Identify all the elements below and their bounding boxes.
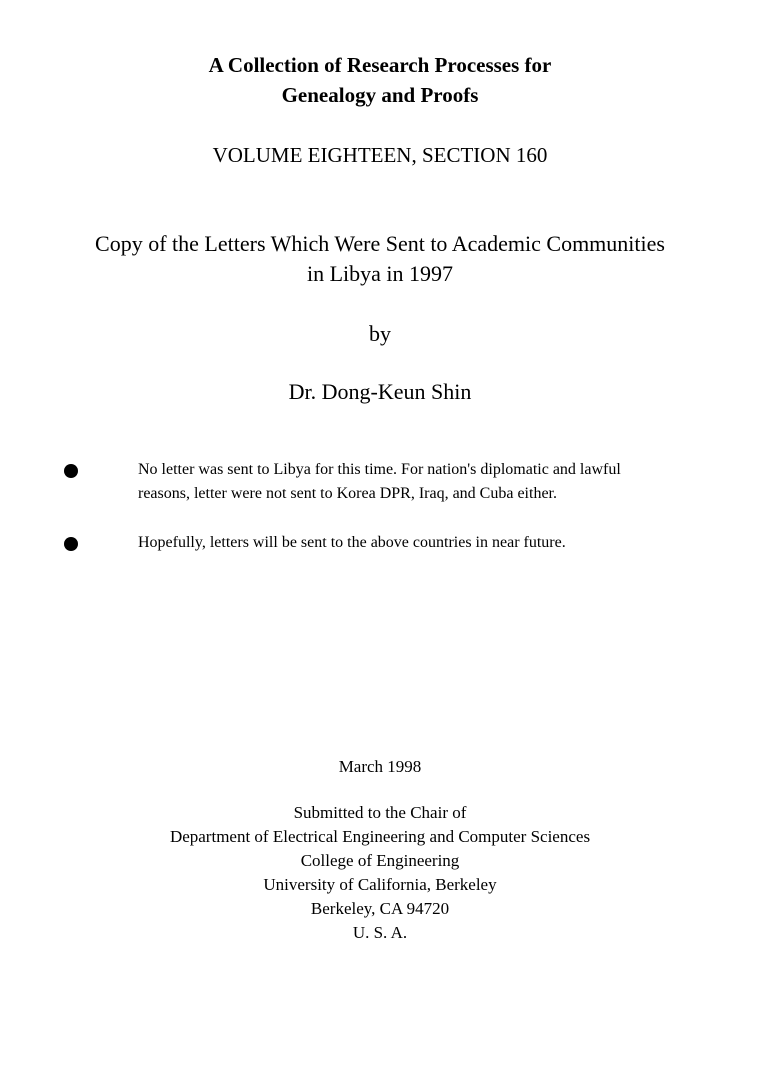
note-text [138, 531, 718, 555]
note-line: Hopefully, letters will be sent to the above countries in near future. [138, 534, 566, 551]
volume-heading: VOLUME EIGHTEEN, SECTION 160 [212, 143, 548, 167]
title-line-2: Genealogy and Proofs [281, 83, 479, 107]
document-date: March 1998 [338, 757, 422, 776]
note-line: reasons, letter were not sent to Korea DPR, Iraq, and Cuba either. [138, 485, 557, 502]
subject-line-1: Copy of the Letters Which Were Sent to Academic Communities [95, 231, 665, 256]
bullet-icon [64, 464, 78, 478]
subject-heading [0, 229, 760, 289]
bullet-icon [64, 537, 78, 551]
by-label: by [369, 321, 391, 346]
author-name: Dr. Dong-Keun Shin [288, 379, 472, 404]
submission-block [0, 801, 760, 945]
note-text [138, 458, 718, 506]
submission-line: Submitted to the Chair of [293, 803, 467, 822]
department-name: Department of Electrical Engineering and Computer Sciences [169, 827, 591, 846]
college-name: College of Engineering [300, 851, 460, 870]
document-title [0, 50, 760, 110]
subject-line-2: in Libya in 1997 [306, 261, 454, 286]
note-line: No letter was sent to Libya for this time. For nation's diplomatic and lawful [138, 461, 621, 478]
title-line-1: A Collection of Research Processes for [208, 53, 552, 77]
country-name: U. S. A. [352, 923, 408, 942]
city-address: Berkeley, CA 94720 [310, 899, 450, 918]
university-name: University of California, Berkeley [263, 875, 497, 894]
